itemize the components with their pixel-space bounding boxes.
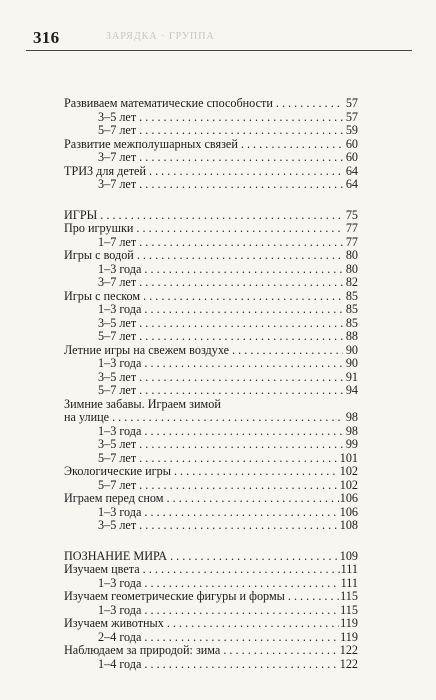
toc-entry [64,249,358,263]
toc-subentry-age: 5–7 лет [98,123,137,137]
toc-subentry [64,276,358,290]
page-number: 316 [33,28,60,47]
toc-page-number: 119 [340,616,358,630]
dot-leader [100,209,343,223]
toc-page-number: 80 [345,248,358,262]
toc-entry-title: ТРИЗ для детей [64,163,146,178]
toc-page-number: 64 [345,177,358,191]
toc-page-number: 57 [345,109,358,124]
toc-subentry-age: 1–3 года [98,356,142,370]
toc-page-number: 122 [339,656,358,671]
dot-leader [139,452,339,466]
toc-page-number: 111 [340,575,358,590]
dot-leader [288,590,339,604]
dot-leader [137,249,343,263]
toc-entry [64,290,358,304]
toc-subentry [64,263,358,277]
toc-page-number: 102 [339,464,358,478]
toc-page-number: 91 [345,369,358,384]
dot-leader [144,604,339,618]
toc-entry-title: Играем перед сном [64,491,164,505]
toc-page-number: 59 [345,123,358,137]
toc-subentry-age: 1–3 года [98,602,142,617]
toc-subentry-age: 3–7 лет [98,275,137,289]
toc-subentry-age: 1–3 года [98,504,142,519]
dot-leader [136,222,343,236]
toc-subentry-age: 5–7 лет [98,329,137,343]
toc-page-number: 77 [345,234,358,249]
toc-page-number: 98 [345,410,358,424]
dot-leader [143,290,343,304]
toc-subentry-age: 2–4 года [98,629,142,644]
dot-leader [149,165,343,179]
toc-entry [64,344,358,358]
toc-subentry [64,151,358,165]
toc-page-number: 99 [345,437,358,451]
toc-entry-title: Зимние забавы. Играем зимой [64,396,221,411]
toc-subentry-age: 5–7 лет [98,477,137,492]
toc-entry-title: ИГРЫ [64,207,98,222]
dot-leader [174,465,339,479]
toc-entry-title: Развитие межполушарных связей [64,136,238,151]
toc-page-number: 122 [339,643,358,657]
toc-subentry [64,452,358,466]
toc-subentry-age: 5–7 лет [98,383,137,397]
dot-leader [139,330,343,344]
dot-leader [139,276,343,290]
toc-entry [64,550,358,564]
toc-subentry [64,303,358,317]
dot-leader [139,384,343,398]
toc-page-number: 85 [345,288,358,303]
toc-page-number: 75 [345,207,358,222]
toc-subentry-age: 3–7 лет [98,177,137,191]
dot-leader [139,178,343,192]
toc-subentry [64,236,358,250]
toc-entry-title: на улице [64,410,110,424]
dot-leader [144,425,343,439]
toc-subentry-age: 3–5 лет [98,315,137,330]
toc-subentry [64,357,358,371]
toc-page-number: 98 [345,423,358,438]
toc-entry-title: Развиваем математические способности [64,96,273,110]
dot-leader [167,492,339,506]
toc-page-number: 64 [345,163,358,178]
toc-entry [64,97,358,111]
toc-subentry-age: 5–7 лет [98,450,137,465]
toc-subentry-age: 3–7 лет [98,150,137,164]
toc-subentry [64,506,358,520]
toc-entry-title: Игры с водой [64,248,134,262]
dot-leader [144,506,338,520]
toc-entry [64,465,358,479]
toc-subentry [64,330,358,344]
toc-page-number: 111 [340,562,358,576]
toc-subentry-age: 1–3 года [98,575,142,590]
toc-entry [64,222,358,236]
toc-subentry-age: 1–3 года [98,423,142,438]
toc-page-number: 115 [340,602,358,617]
dot-leader [139,236,343,250]
toc-subentry [64,577,358,591]
toc-subentry [64,604,358,618]
dot-leader [144,658,338,672]
toc-entry [64,138,358,152]
toc-page-number: 90 [345,356,358,370]
toc-entry-title: ПОЗНАНИЕ МИРА [64,548,168,563]
dot-leader [223,644,338,658]
dot-leader [139,371,343,385]
header-rule [26,50,412,51]
toc-entry-title: Наблюдаем за природой: зима [64,643,221,657]
dot-leader [276,97,343,111]
dot-leader [139,479,339,493]
toc-subentry-age: 3–5 лет [98,437,137,451]
section-gap [64,533,358,550]
dot-leader [139,151,343,165]
toc-page-number: 119 [340,629,358,644]
toc-page-number: 57 [345,96,358,110]
toc-subentry-age: 3–5 лет [98,518,137,532]
toc-entry [64,617,358,631]
dot-leader [139,124,343,138]
toc-subentry [64,124,358,138]
toc-entry [64,209,358,223]
running-head: ЗАРЯДКА · ГРУППА [106,31,215,42]
dot-leader [139,519,339,533]
toc-page-number: 109 [339,548,358,563]
toc-subentry [64,438,358,452]
toc-entry-title: Экологические игры [64,464,171,478]
toc-subentry [64,519,358,533]
toc-entry-title: Изучаем цвета [64,562,140,576]
toc-page-number: 60 [345,150,358,164]
toc-page-number: 85 [345,302,358,316]
dot-leader [144,263,343,277]
toc-subentry-age: 3–5 лет [98,369,137,384]
dot-leader [139,438,343,452]
toc-entry [64,165,358,179]
toc-entry [64,590,358,604]
toc-subentry [64,371,358,385]
toc-page-number: 106 [339,504,358,519]
dot-leader [170,550,339,564]
toc-entry-title: Изучаем геометрические фигуры и формы [64,589,285,603]
toc-entry [64,563,358,577]
toc-subentry [64,425,358,439]
toc-page-number: 101 [339,450,358,465]
toc-entry-title: Про игрушки [64,221,134,235]
toc-page-number: 88 [345,329,358,343]
toc-entry-title: Изучаем животных [64,616,164,630]
dot-leader [143,563,340,577]
toc-subentry [64,631,358,645]
dot-leader [144,577,339,591]
toc-page-number: 94 [345,383,358,397]
dot-leader [167,617,339,631]
toc-subentry [64,178,358,192]
dot-leader [139,317,343,331]
toc-subentry-age: 1–4 года [98,656,142,671]
toc-page-number: 82 [345,275,358,289]
section-gap [64,192,358,209]
table-of-contents [64,97,358,671]
page-header [26,26,412,52]
toc-entry-title: Летние игры на свежем воздухе [64,342,230,357]
toc-entry [64,644,358,658]
toc-page-number: 77 [345,221,358,235]
dot-leader [144,357,343,371]
toc-subentry [64,317,358,331]
dot-leader [112,411,343,425]
toc-page-number: 106 [339,491,358,505]
dot-leader [144,303,343,317]
dot-leader [139,111,343,125]
toc-entry [64,411,358,425]
toc-subentry-age: 1–7 лет [98,234,137,249]
toc-page-number: 60 [345,136,358,151]
toc-subentry-age: 1–3 года [98,302,142,316]
toc-page-number: 80 [345,261,358,276]
toc-page-number: 85 [345,315,358,330]
toc-subentry [64,111,358,125]
toc-subentry-age: 3–5 лет [98,109,137,124]
toc-page-number: 115 [340,589,358,603]
toc-page-number: 102 [339,477,358,492]
dot-leader [144,631,339,645]
toc-entry-title: Игры с песком [64,288,141,303]
toc-entry [64,492,358,506]
toc-subentry-age: 1–3 года [98,261,142,276]
toc-subentry [64,658,358,672]
toc-subentry [64,384,358,398]
dot-leader [232,344,343,358]
toc-page-number: 108 [339,518,358,532]
toc-page-number: 90 [345,342,358,357]
dot-leader [241,138,343,152]
toc-subentry [64,479,358,493]
